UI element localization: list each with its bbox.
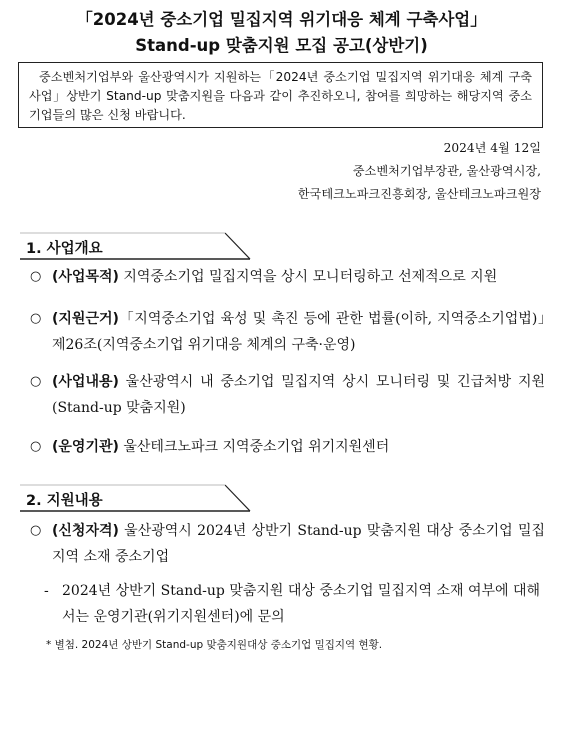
section1-heading-text: 1. 사업개요 [26, 241, 103, 257]
list-item-purpose [30, 264, 545, 290]
circle-bullet-icon: ○ [30, 374, 42, 389]
footnote: * 별첨. 2024년 상반기 Stand-up 맞춤지원대상 중소기업 밀집지역 현황. [46, 639, 383, 651]
list-item-eligibility [30, 518, 545, 570]
section-heading-support [20, 484, 250, 512]
list-item-legal-basis [30, 306, 545, 358]
item-label: (지원근거) [52, 311, 119, 327]
item-label: (사업내용) [52, 374, 119, 390]
title-line1: 「2024년 중소기업 밀집지역 위기대응 체계 구축사업」 [76, 10, 487, 29]
item-text: 지역중소기업 밀집지역을 상시 모니터링하고 선제적으로 지원 [118, 269, 498, 285]
item-label: (사업목적) [52, 269, 119, 285]
item-text: 「지역중소기업 육성 및 촉진 등에 관한 법률(이하, 지역중소기업법)」제26조(지역중소기업 위기대응 체계의 구축·운영) [52, 311, 545, 353]
circle-bullet-icon: ○ [30, 523, 42, 538]
list-item-operator [30, 434, 545, 460]
item-text: 울산광역시 내 중소기업 밀집지역 상시 모니터링 및 긴급처방 지원(Stand-up 맞춤지원) [52, 374, 545, 416]
circle-bullet-icon: ○ [30, 269, 42, 284]
circle-bullet-icon: ○ [30, 311, 42, 326]
item-label: (신청자격) [52, 523, 119, 539]
dash-bullet-icon: - [44, 583, 49, 599]
item-text: 울산테크노파크 지역중소기업 위기지원센터 [118, 439, 390, 455]
notice-date: 2024년 4월 12일 [443, 141, 541, 155]
section2-heading-text: 2. 지원내용 [26, 493, 103, 509]
item-text: 울산광역시 2024년 상반기 Stand-up 맞춤지원 대상 중소기업 밀집지역 소재 중소기업 [52, 523, 545, 565]
section-heading-overview [20, 232, 250, 260]
item-label: (운영기관) [52, 439, 119, 455]
issuer-line2: 한국테크노파크진흥회장, 울산테크노파크원장 [297, 187, 541, 201]
sub-item-inquiry [44, 578, 544, 630]
title-line2: Stand-up 맞춤지원 모집 공고(상반기) [135, 36, 428, 55]
sub-item-text: 2024년 상반기 Stand-up 맞춤지원 대상 중소기업 밀집지역 소재 여부에 대해서는 운영기관(위기지원센터)에 문의 [62, 583, 541, 625]
notice-box: 중소벤처기업부와 울산광역시가 지원하는「2024년 중소기업 밀집지역 위기대응 체계 구축사업」상반기 Stand-up 맞춤지원을 다음과 같이 추진하오니, 참여를 희망하는 해당지역 중소기업들의 많은 신청 바랍니다. [18, 62, 543, 128]
issuer-line1: 중소벤처기업부장관, 울산광역시장, [352, 164, 541, 178]
list-item-content [30, 369, 545, 421]
circle-bullet-icon: ○ [30, 439, 42, 454]
